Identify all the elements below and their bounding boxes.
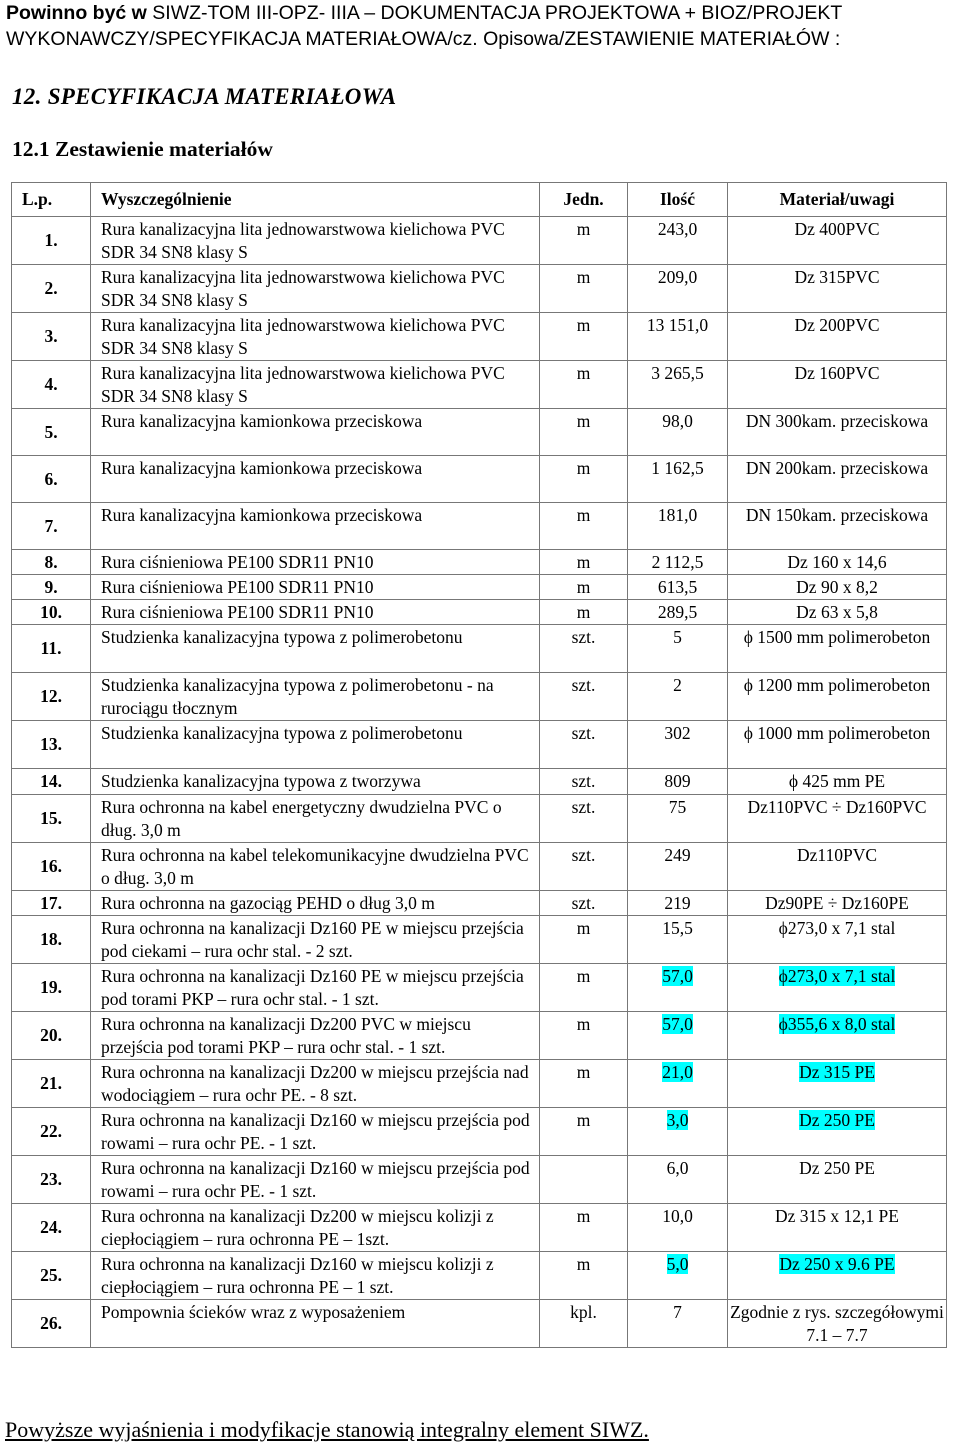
row-material: ϕ 1500 mm polimerobeton xyxy=(728,625,947,673)
row-quantity: 3 265,5 xyxy=(628,361,728,409)
row-number: 25. xyxy=(12,1252,91,1300)
row-description: Rura ochronna na kabel energetyczny dwudzielna PVC o dług. 3,0 m xyxy=(91,795,540,843)
row-number: 1. xyxy=(12,217,91,265)
row-description: Rura ciśnieniowa PE100 SDR11 PN10 xyxy=(91,600,540,625)
row-quantity: 2 112,5 xyxy=(628,550,728,575)
row-material: Zgodnie z rys. szczegółowymi 7.1 – 7.7 xyxy=(728,1300,947,1348)
row-material: ϕ 425 mm PE xyxy=(728,769,947,795)
table-row xyxy=(12,1060,947,1108)
row-number: 7. xyxy=(12,503,91,550)
row-unit: szt. xyxy=(540,673,628,721)
row-description: Pompownia ścieków wraz z wyposażeniem xyxy=(91,1300,540,1348)
row-number: 23. xyxy=(12,1156,91,1204)
table-row xyxy=(12,1300,947,1348)
table-row xyxy=(12,721,947,769)
highlight: 21,0 xyxy=(662,1062,693,1082)
materials-table xyxy=(11,182,947,1348)
row-quantity: 181,0 xyxy=(628,503,728,550)
row-number: 13. xyxy=(12,721,91,769)
row-number: 26. xyxy=(12,1300,91,1348)
row-description: Studzienka kanalizacyjna typowa z polimerobetonu xyxy=(91,625,540,673)
header-bold: Powinno być w xyxy=(6,2,147,24)
row-quantity xyxy=(628,1252,728,1300)
row-description: Rura ochronna na kanalizacji Dz160 w miejscu przejścia pod rowami – rura ochr PE. - 1 szt. xyxy=(91,1108,540,1156)
highlight: 57,0 xyxy=(662,966,693,986)
highlight: ϕ355,6 x 8,0 stal xyxy=(778,1014,896,1034)
row-material: Dz 160PVC xyxy=(728,361,947,409)
page-header xyxy=(6,0,956,52)
row-quantity: 75 xyxy=(628,795,728,843)
row-unit: m xyxy=(540,550,628,575)
row-description: Rura ochronna na kanalizacji Dz160 w miejscu przejścia pod rowami – rura ochr PE. - 1 szt. xyxy=(91,1156,540,1204)
table-row xyxy=(12,964,947,1012)
table-body xyxy=(12,217,947,1348)
row-number: 8. xyxy=(12,550,91,575)
row-unit: m xyxy=(540,456,628,503)
row-material: ϕ273,0 x 7,1 stal xyxy=(728,916,947,964)
row-material: Dz 160 x 14,6 xyxy=(728,550,947,575)
row-quantity: 302 xyxy=(628,721,728,769)
row-description: Rura ochronna na gazociąg PEHD o dług 3,0 m xyxy=(91,891,540,916)
row-unit: m xyxy=(540,1108,628,1156)
table-row xyxy=(12,313,947,361)
row-number: 9. xyxy=(12,575,91,600)
row-quantity: 809 xyxy=(628,769,728,795)
row-description: Rura ochronna na kanalizacji Dz160 w miejscu kolizji z ciepłociągiem – rura ochronna PE – 1 szt. xyxy=(91,1252,540,1300)
table-row xyxy=(12,265,947,313)
row-description: Rura ochronna na kanalizacji Dz200 PVC w miejscu przejścia pod torami PKP – rura ochr stal. - 1 szt. xyxy=(91,1012,540,1060)
row-unit xyxy=(540,1156,628,1204)
row-material: ϕ 1200 mm polimerobeton xyxy=(728,673,947,721)
table-row xyxy=(12,795,947,843)
table-row xyxy=(12,1108,947,1156)
row-quantity xyxy=(628,1108,728,1156)
row-unit: szt. xyxy=(540,795,628,843)
row-material: DN 200kam. przeciskowa xyxy=(728,456,947,503)
row-number: 20. xyxy=(12,1012,91,1060)
row-material: Dz110PVC xyxy=(728,843,947,891)
highlight: Dz 250 PE xyxy=(799,1110,875,1130)
row-description: Rura ochronna na kanalizacji Dz160 PE w miejscu przejścia pod torami PKP – rura ochr stal. - 1 szt. xyxy=(91,964,540,1012)
row-description: Rura ciśnieniowa PE100 SDR11 PN10 xyxy=(91,550,540,575)
table-row xyxy=(12,409,947,456)
row-unit: m xyxy=(540,1060,628,1108)
row-quantity: 289,5 xyxy=(628,600,728,625)
highlight: ϕ273,0 x 7,1 stal xyxy=(778,966,896,986)
highlight: 57,0 xyxy=(662,1014,693,1034)
row-material: Dz 250 PE xyxy=(728,1156,947,1204)
highlight: 3,0 xyxy=(666,1110,689,1130)
row-quantity xyxy=(628,1012,728,1060)
row-unit: m xyxy=(540,1012,628,1060)
row-number: 18. xyxy=(12,916,91,964)
highlight: Dz 250 x 9.6 PE xyxy=(779,1254,895,1274)
row-quantity: 219 xyxy=(628,891,728,916)
row-number: 12. xyxy=(12,673,91,721)
row-unit: m xyxy=(540,503,628,550)
row-unit: m xyxy=(540,575,628,600)
row-unit: m xyxy=(540,1252,628,1300)
row-description: Rura ochronna na kanalizacji Dz200 w miejscu kolizji z ciepłociągiem – rura ochronna PE – 1szt. xyxy=(91,1204,540,1252)
row-quantity: 243,0 xyxy=(628,217,728,265)
row-unit: m xyxy=(540,1204,628,1252)
table-row xyxy=(12,916,947,964)
row-unit: kpl. xyxy=(540,1300,628,1348)
subsection-title: 12.1 Zestawienie materiałów xyxy=(12,137,273,161)
col-header-lp: L.p. xyxy=(12,183,91,217)
row-unit: m xyxy=(540,265,628,313)
col-header-desc: Wyszczególnienie xyxy=(91,183,540,217)
row-unit: m xyxy=(540,600,628,625)
row-material: Dz 200PVC xyxy=(728,313,947,361)
highlight: Dz 315 PE xyxy=(799,1062,875,1082)
row-quantity: 613,5 xyxy=(628,575,728,600)
row-material xyxy=(728,1012,947,1060)
table-row xyxy=(12,1012,947,1060)
row-quantity xyxy=(628,1060,728,1108)
row-material: DN 150kam. przeciskowa xyxy=(728,503,947,550)
row-description: Rura ochronna na kanalizacji Dz200 w miejscu przejścia nad wodociągiem – rura ochr PE. - 8 szt. xyxy=(91,1060,540,1108)
table-row xyxy=(12,843,947,891)
row-unit: m xyxy=(540,217,628,265)
row-description: Studzienka kanalizacyjna typowa z polimerobetonu xyxy=(91,721,540,769)
row-unit: szt. xyxy=(540,625,628,673)
row-description: Rura kanalizacyjna lita jednowarstwowa kielichowa PVC SDR 34 SN8 klasy S xyxy=(91,313,540,361)
row-quantity: 6,0 xyxy=(628,1156,728,1204)
row-unit: m xyxy=(540,313,628,361)
row-unit: m xyxy=(540,361,628,409)
row-unit: m xyxy=(540,916,628,964)
row-description: Rura kanalizacyjna lita jednowarstwowa kielichowa PVC SDR 34 SN8 klasy S xyxy=(91,265,540,313)
row-unit: m xyxy=(540,964,628,1012)
table-row xyxy=(12,503,947,550)
row-material: Dz 400PVC xyxy=(728,217,947,265)
row-description: Studzienka kanalizacyjna typowa z tworzywa xyxy=(91,769,540,795)
row-quantity: 2 xyxy=(628,673,728,721)
row-material: ϕ 1000 mm polimerobeton xyxy=(728,721,947,769)
row-material: Dz 90 x 8,2 xyxy=(728,575,947,600)
row-description: Studzienka kanalizacyjna typowa z polimerobetonu - na rurociągu tłocznym xyxy=(91,673,540,721)
row-number: 19. xyxy=(12,964,91,1012)
row-description: Rura kanalizacyjna lita jednowarstwowa kielichowa PVC SDR 34 SN8 klasy S xyxy=(91,217,540,265)
row-description: Rura ochronna na kabel telekomunikacyjne dwudzielna PVC o dług. 3,0 m xyxy=(91,843,540,891)
row-description: Rura ciśnieniowa PE100 SDR11 PN10 xyxy=(91,575,540,600)
header-text: SIWZ-TOM III-OPZ- IIIA – DOKUMENTACJA PROJEKTOWA + BIOZ/PROJEKT WYKONAWCZY/SPECYFIKACJA MATERIAŁOWA/cz. Opisowa/ZESTAWIENIE MATERIAŁÓW : xyxy=(6,2,842,50)
row-quantity: 1 162,5 xyxy=(628,456,728,503)
row-material: Dz90PE ÷ Dz160PE xyxy=(728,891,947,916)
row-quantity: 10,0 xyxy=(628,1204,728,1252)
row-number: 4. xyxy=(12,361,91,409)
col-header-material: Materiał/uwagi xyxy=(728,183,947,217)
section-title: 12. SPECYFIKACJA MATERIAŁOWA xyxy=(12,84,397,109)
row-material: Dz 63 x 5,8 xyxy=(728,600,947,625)
table-row xyxy=(12,625,947,673)
row-number: 10. xyxy=(12,600,91,625)
row-number: 24. xyxy=(12,1204,91,1252)
row-description: Rura ochronna na kanalizacji Dz160 PE w miejscu przejścia pod ciekami – rura ochr stal. - 2 szt. xyxy=(91,916,540,964)
table-row xyxy=(12,600,947,625)
row-number: 15. xyxy=(12,795,91,843)
row-unit: szt. xyxy=(540,769,628,795)
row-number: 5. xyxy=(12,409,91,456)
row-quantity: 15,5 xyxy=(628,916,728,964)
row-quantity xyxy=(628,964,728,1012)
row-unit: szt. xyxy=(540,891,628,916)
col-header-unit: Jedn. xyxy=(540,183,628,217)
row-material: Dz 315 x 12,1 PE xyxy=(728,1204,947,1252)
row-unit: m xyxy=(540,409,628,456)
row-material xyxy=(728,1108,947,1156)
table-header-row xyxy=(12,183,947,217)
row-material: Dz110PVC ÷ Dz160PVC xyxy=(728,795,947,843)
table-row xyxy=(12,575,947,600)
col-header-qty: Ilość xyxy=(628,183,728,217)
row-description: Rura kanalizacyjna kamionkowa przeciskowa xyxy=(91,503,540,550)
highlight: 5,0 xyxy=(666,1254,689,1274)
row-number: 6. xyxy=(12,456,91,503)
table-row xyxy=(12,1204,947,1252)
row-quantity: 13 151,0 xyxy=(628,313,728,361)
row-material xyxy=(728,1252,947,1300)
row-number: 21. xyxy=(12,1060,91,1108)
row-number: 3. xyxy=(12,313,91,361)
row-number: 22. xyxy=(12,1108,91,1156)
row-description: Rura kanalizacyjna kamionkowa przeciskowa xyxy=(91,409,540,456)
table-row xyxy=(12,673,947,721)
table-row xyxy=(12,891,947,916)
row-number: 11. xyxy=(12,625,91,673)
row-unit: szt. xyxy=(540,721,628,769)
row-material xyxy=(728,964,947,1012)
table-row xyxy=(12,361,947,409)
row-unit: szt. xyxy=(540,843,628,891)
table-row xyxy=(12,456,947,503)
table-row xyxy=(12,1252,947,1300)
row-material: DN 300kam. przeciskowa xyxy=(728,409,947,456)
row-material xyxy=(728,1060,947,1108)
table-row xyxy=(12,769,947,795)
row-material: Dz 315PVC xyxy=(728,265,947,313)
row-number: 2. xyxy=(12,265,91,313)
row-quantity: 209,0 xyxy=(628,265,728,313)
row-quantity: 98,0 xyxy=(628,409,728,456)
row-number: 16. xyxy=(12,843,91,891)
row-quantity: 5 xyxy=(628,625,728,673)
table-row xyxy=(12,217,947,265)
table-row xyxy=(12,550,947,575)
footer-note: Powyższe wyjaśnienia i modyfikacje stanowią integralny element SIWZ. xyxy=(5,1417,649,1442)
row-number: 17. xyxy=(12,891,91,916)
row-description: Rura kanalizacyjna kamionkowa przeciskowa xyxy=(91,456,540,503)
row-description: Rura kanalizacyjna lita jednowarstwowa kielichowa PVC SDR 34 SN8 klasy S xyxy=(91,361,540,409)
row-quantity: 7 xyxy=(628,1300,728,1348)
table-row xyxy=(12,1156,947,1204)
row-quantity: 249 xyxy=(628,843,728,891)
row-number: 14. xyxy=(12,769,91,795)
